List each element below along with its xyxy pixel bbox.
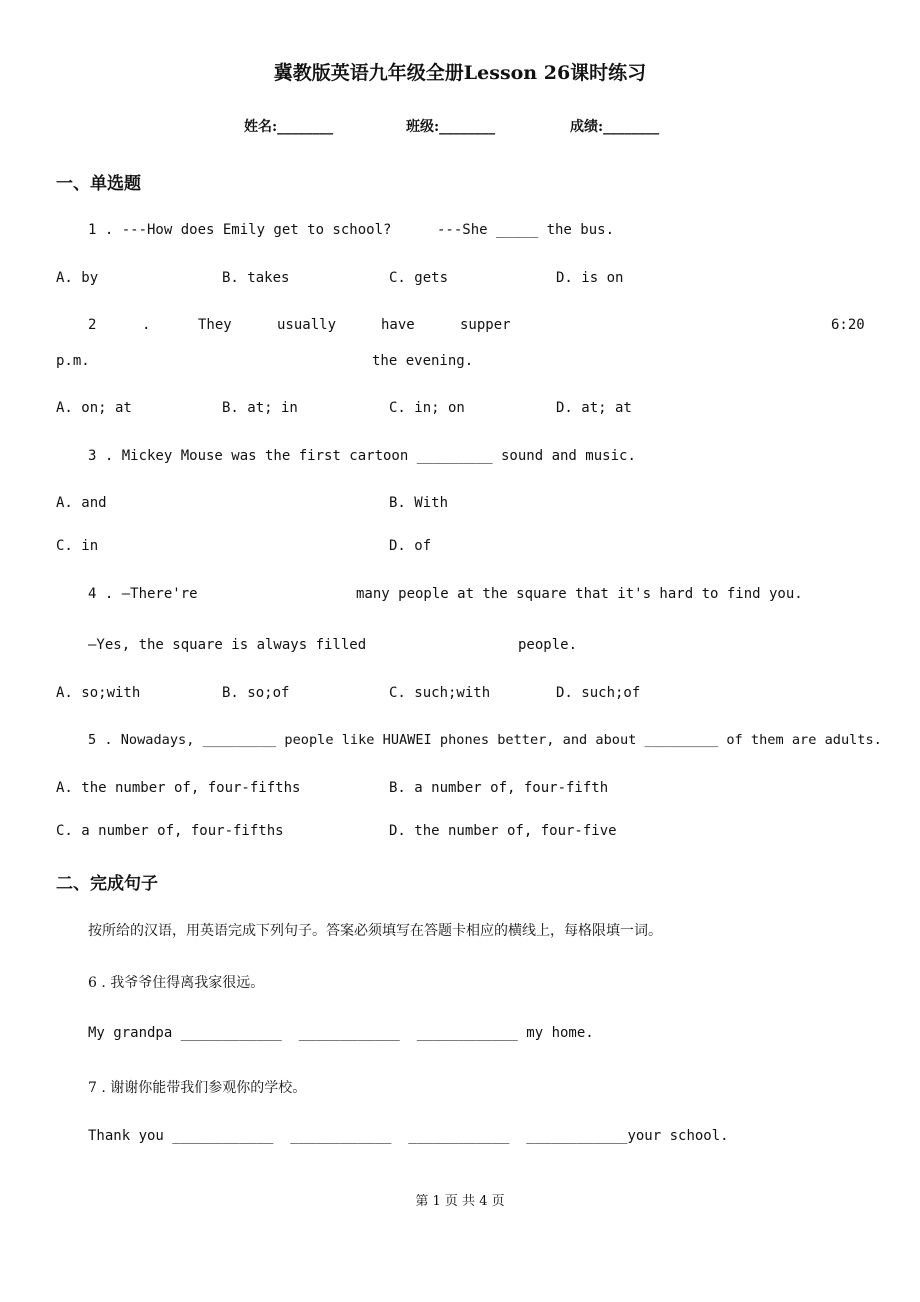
question-2-line2-a: p.m. — [56, 353, 90, 369]
question-6-answer-line: My grandpa ____________ ____________ ____________ my home. — [88, 1025, 594, 1041]
question-3-option-d: D. of — [389, 538, 432, 554]
question-5-option-c: C. a number of, four-fifths — [56, 823, 284, 839]
question-5-stem: 5 . Nowadays, _________ people like HUAWEI phones better, and about _________ of them are adults. — [88, 732, 882, 748]
question-3-option-a: A. and — [56, 495, 107, 511]
question-4-stem-a: 4 . —There're — [88, 586, 198, 602]
question-2-word-time: 6:20 — [831, 317, 865, 333]
section-complete-sentences-heading: 二、完成句子 — [56, 874, 158, 894]
question-2-option-d: D. at; at — [556, 400, 632, 416]
question-2-dot: . — [142, 317, 151, 333]
question-2-option-a: A. on; at — [56, 400, 132, 416]
question-6-stem: 6 . 我爷爷住得离我家很远。 — [88, 975, 265, 991]
question-3-stem: 3 . Mickey Mouse was the first cartoon _________ sound and music. — [88, 448, 636, 464]
question-5-option-d: D. the number of, four-five — [389, 823, 617, 839]
name-field-label: 姓名:________ — [244, 119, 334, 135]
question-2-line2-b: the evening. — [372, 353, 474, 369]
question-5-option-a: A. the number of, four-fifths — [56, 780, 301, 796]
question-1-option-b: B. takes — [222, 270, 290, 286]
question-4-option-c: C. such;with — [389, 685, 491, 701]
question-4-option-a: A. so;with — [56, 685, 141, 701]
question-3-option-c: C. in — [56, 538, 99, 554]
score-field-label: 成绩:________ — [570, 119, 660, 135]
section-2-instruction: 按所给的汉语，用英语完成下列句子。答案必须填写在答题卡相应的横线上，每格限填一词。 — [88, 923, 662, 939]
page-title: 冀教版英语九年级全册Lesson 26课时练习 — [273, 62, 647, 84]
page-footer: 第 1 页 共 4 页 — [415, 1194, 505, 1209]
question-2-number: 2 — [88, 317, 97, 333]
question-4-line2-a: —Yes, the square is always filled — [88, 637, 367, 653]
question-4-option-b: B. so;of — [222, 685, 290, 701]
class-field-label: 班级:________ — [406, 119, 496, 135]
question-4-option-d: D. such;of — [556, 685, 641, 701]
question-4-stem-b: many people at the square that it's hard to find you. — [356, 586, 803, 602]
question-2-word-supper: supper — [460, 317, 511, 333]
question-1-option-c: C. gets — [389, 270, 449, 286]
section-single-choice-heading: 一、单选题 — [56, 174, 141, 194]
question-2-option-b: B. at; in — [222, 400, 298, 416]
question-1-stem-a: 1 . ---How does Emily get to school? — [88, 222, 392, 238]
question-4-line2-b: people. — [518, 637, 578, 653]
question-2-option-c: C. in; on — [389, 400, 465, 416]
question-7-stem: 7 . 谢谢你能带我们参观你的学校。 — [88, 1080, 307, 1096]
question-5-option-b: B. a number of, four-fifth — [389, 780, 609, 796]
question-7-answer-line: Thank you ____________ ____________ ____________ ____________your school. — [88, 1128, 729, 1144]
question-1-stem-b: ---She _____ the bus. — [437, 222, 615, 238]
question-2-word-usually: usually — [277, 317, 337, 333]
question-3-option-b: B. With — [389, 495, 449, 511]
question-1-option-a: A. by — [56, 270, 99, 286]
question-2-word-they: They — [198, 317, 232, 333]
question-2-word-have: have — [381, 317, 415, 333]
question-1-option-d: D. is on — [556, 270, 624, 286]
